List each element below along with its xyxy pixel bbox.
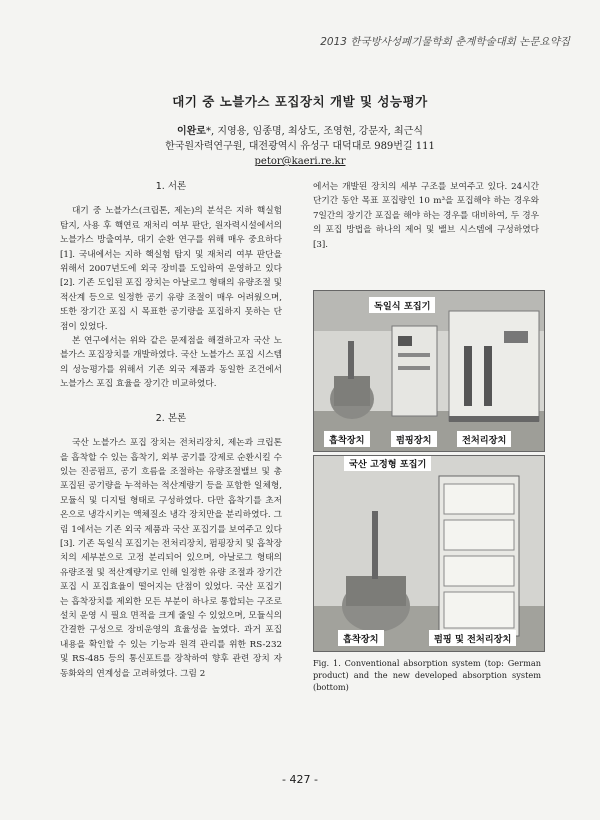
paper-title: 대기 중 노블가스 포집장치 개발 및 성능평가 xyxy=(172,94,428,109)
domestic-collector-image xyxy=(314,456,544,651)
other-authors: *, 지영용, 임종명, 최상도, 조영현, 강문자, 최근식 xyxy=(205,126,423,137)
label-pretreatment-unit: 전처리장치 xyxy=(457,431,511,447)
photo-bottom-title: 국산 고정형 포집기 xyxy=(344,455,431,471)
affiliation: 한국원자력연구원, 대전광역시 유성구 대덕대로 989번길 111 xyxy=(165,141,435,152)
author-email[interactable]: petor@kaeri.re.kr xyxy=(254,156,346,167)
label-adsorption-unit-2: 흡착장치 xyxy=(338,630,384,646)
page-number: - 427 - xyxy=(282,773,318,786)
intro-paragraph-1: 대기 중 노블가스(크립톤, 제논)의 분석은 지하 핵실험 탐지, 사용 후 핵연료 재처리 여부 판단, 원자력시설에서의 노블가스 방출여부, 대기 순환 연구를 위해 매우 중요하다[1]. 국내에서는 지하 핵실험 탐지 및 재처리 여부 판단을 위해서 2007년도에 외국 장비를 도입하여 운영하고 있다[2]. 기존 도입된 포집 장치는 아날로그 형태의 유량조절 및 적산계 등으로 일정한 공기 유량 조절이 매우 어려웠으며, 또한 장기간 포집 시 목표한 공기량을 포집하지 못하는 단점이 있었다. xyxy=(60,206,282,332)
author-block xyxy=(0,124,600,169)
running-header: 2013 한국방사성폐기물학회 춘계학술대회 논문요약집 xyxy=(320,36,570,48)
left-column xyxy=(60,180,282,681)
photo-german-collector xyxy=(313,290,545,452)
body-heading: 2. 본론 xyxy=(155,412,187,424)
photo-top-title: 독일식 포집기 xyxy=(369,297,435,313)
body-paragraph-1: 국산 노블가스 포집 장치는 전처리장치, 제논과 크립톤을 흡착할 수 있는 흡착기, 외부 공기를 강제로 순환시킬 수 있는 진공펌프, 공기 흐름을 조절하는 유량조절밸브 및 총 포집된 공기량을 누적하는 적산계량기 등을 포함한 일체형, 모듈식 및 디지털 형태로 구성하였다. 다만 흡착기를 초저온으로 냉각시키는 액체질소 냉각 장치만을 분리하였다. 그림 1에서는 기존 외국 제품과 국산 포집기를 보여주고 있다[3]. 기존 독일식 포집기는 전처리장치, 펌핑장치 및 흡착장치의 세부분으로 고정 분리되어 있으며, 아날로그 형태의 유량조절 및 적산계량기로 인해 일정한 유량 조절과 장기간 포집 시 포집효율이 떨어지는 단점이 있었다. 국산 포집기는 흡착장치를 제외한 모든 부분이 하나로 통합되는 구조로 설치 운영 시 필요 면적을 크게 줄일 수 있었으며, 모듈식의 간결한 구성으로 장비운영의 효율성을 높였다. 과거 포집 내용을 확인할 수 있는 기능과 원격 관리를 위한 RS-232 및 RS-485 등의 통신포트를 장착하여 향후 관련 장치 자동화와의 연계성을 고려하였다. 그림 2 xyxy=(60,438,282,679)
right-column xyxy=(313,180,539,252)
label-pumping-pretreatment: 펌핑 및 전처리장치 xyxy=(429,630,516,646)
photo-domestic-collector xyxy=(313,455,545,652)
author-line xyxy=(0,124,600,139)
lead-author: 이완로 xyxy=(176,126,206,137)
intro-heading: 1. 서론 xyxy=(155,181,187,192)
intro-paragraph-2: 본 연구에서는 위와 같은 문제점을 해결하고자 국산 노블가스 포집장치를 개발하였다. 국산 노블가스 포집 시스템의 성능평가를 위해서 기존 외국 제품과 동일한 조건에서 노블가스 포집 효율을 장기간 비교하였다. xyxy=(60,336,282,390)
label-pumping-unit: 펌핑장치 xyxy=(391,431,437,447)
label-adsorption-unit: 흡착장치 xyxy=(324,431,370,447)
body-paragraph-continued: 에서는 개발된 장치의 세부 구조를 보여주고 있다. 24시간 단기간 동안 목표 포집량인 10 m³을 포집해야 하는 경우와 7일간의 장기간 포집을 해야 하는 경우를 대비하여, 두 경우의 포집 방법을 하나의 제어 및 밸브 시스템에 구성하였다[3]. xyxy=(313,182,539,250)
german-collector-image xyxy=(314,291,544,451)
figure-caption: Fig. 1. Conventional absorption system (top: German product) and the new developed absorption system (bottom) xyxy=(313,658,541,692)
